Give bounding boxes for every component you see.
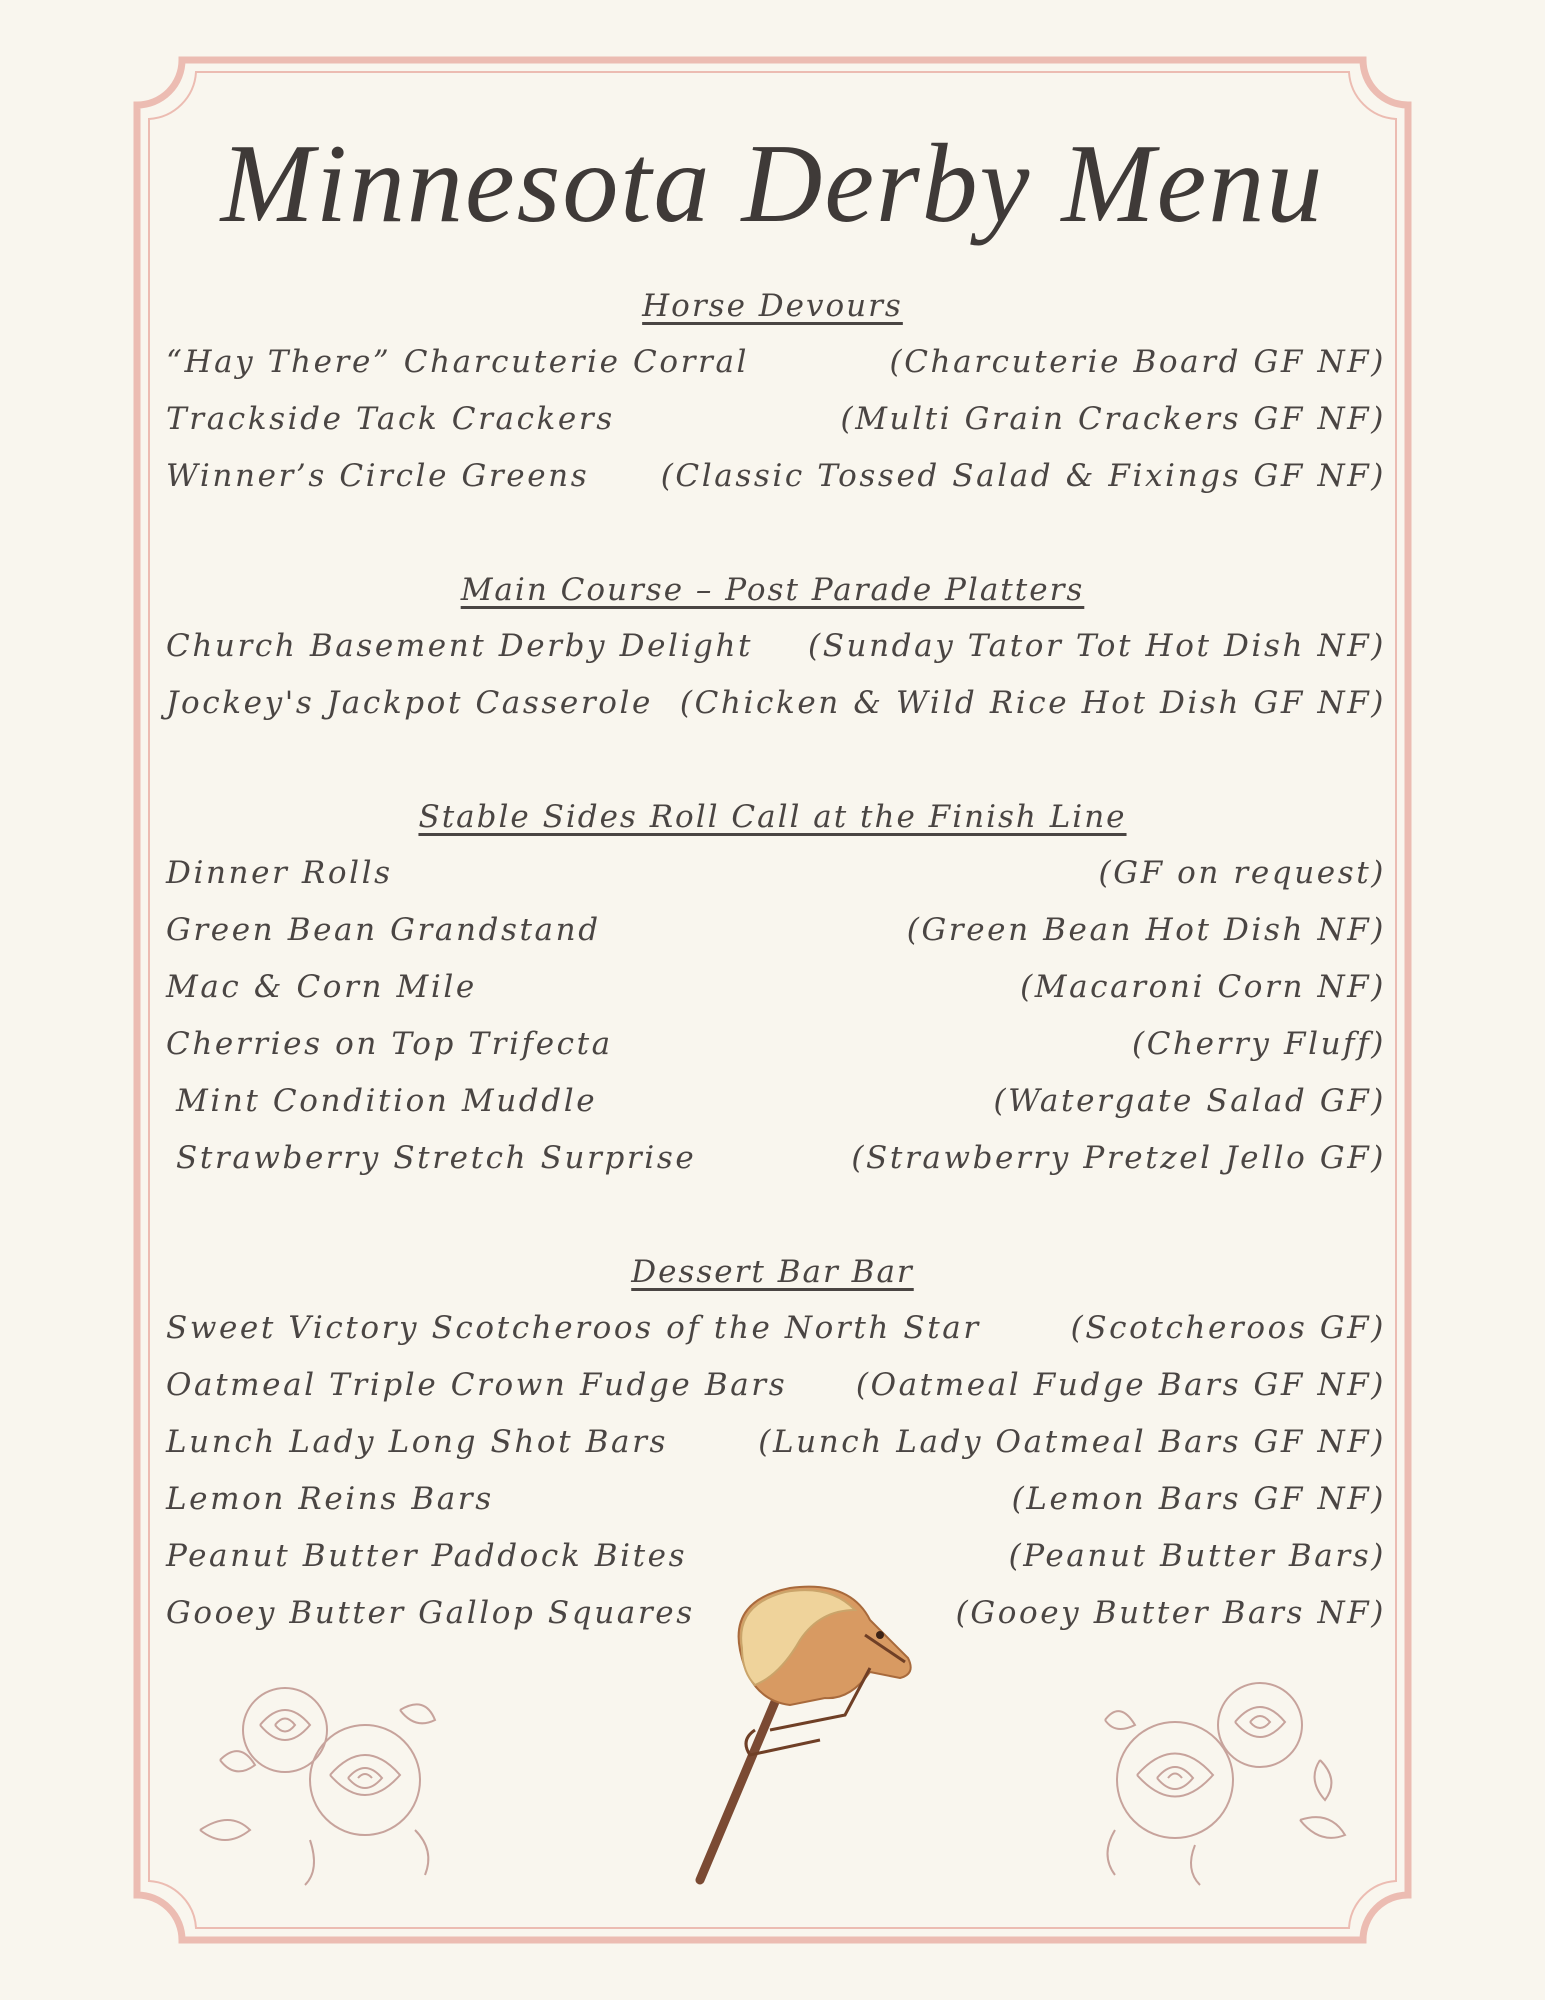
section-heading-dessert-bar: Dessert Bar Bar [631, 1254, 914, 1290]
menu-item-name: Church Basement Derby Delight [166, 628, 754, 664]
menu-item [166, 1026, 1386, 1066]
menu-item-name: Sweet Victory Scotcheroos of the North Star [166, 1310, 981, 1346]
menu-item-name: Green Bean Grandstand [166, 912, 601, 948]
menu-item-description: (Chicken & Wild Rice Hot Dish GF NF) [679, 685, 1386, 721]
menu-item-description: (Scotcheroos GF) [1070, 1310, 1386, 1346]
section-heading-horse-devours: Horse Devours [642, 288, 903, 324]
menu-item-description: (GF on request) [1098, 855, 1386, 891]
menu-item [166, 685, 1386, 725]
menu-item-name: Mac & Corn Mile [166, 969, 477, 1005]
menu-item-name: Oatmeal Triple Crown Fudge Bars [166, 1367, 788, 1403]
menu-item [166, 344, 1386, 384]
page-title: Minnesota Derby Menu [220, 122, 1325, 246]
menu-item-name: Lemon Reins Bars [166, 1481, 494, 1517]
menu-item-description: (Cherry Fluff) [1132, 1026, 1386, 1062]
menu-item [166, 1310, 1386, 1350]
menu-item [166, 1481, 1386, 1521]
menu-item [166, 628, 1386, 668]
menu-item-name: Mint Condition Muddle [176, 1083, 598, 1119]
section-heading-stable-sides: Stable Sides Roll Call at the Finish Line [418, 799, 1127, 835]
menu-item-name: Lunch Lady Long Shot Bars [166, 1424, 669, 1460]
menu-item-description: (Macaroni Corn NF) [1020, 969, 1386, 1005]
menu-item-name: Winner’s Circle Greens [166, 458, 590, 494]
menu-item-name: Strawberry Stretch Surprise [176, 1140, 697, 1176]
menu-item-description: (Classic Tossed Salad & Fixings GF NF) [660, 458, 1386, 494]
menu-item-name: Gooey Butter Gallop Squares [166, 1595, 695, 1631]
rose-icon [1075, 1670, 1355, 1890]
menu-item-description: (Oatmeal Fudge Bars GF NF) [855, 1367, 1386, 1403]
menu-item-description: (Multi Grain Crackers GF NF) [840, 401, 1386, 437]
rose-icon [190, 1670, 470, 1890]
menu-item [166, 1424, 1386, 1464]
menu-item [166, 401, 1386, 441]
menu-item-description: (Lemon Bars GF NF) [1011, 1481, 1386, 1517]
menu-item-description: (Sunday Tator Tot Hot Dish NF) [808, 628, 1386, 664]
menu-item [166, 1367, 1386, 1407]
section-heading-main-course: Main Course – Post Parade Platters [460, 572, 1085, 608]
menu-item-description: (Watergate Salad GF) [993, 1083, 1386, 1119]
menu-item-name: Jockey's Jackpot Casserole [166, 685, 653, 721]
hobby-horse-icon [680, 1580, 930, 1890]
menu-item [166, 1538, 1386, 1578]
menu-item-description: (Strawberry Pretzel Jello GF) [851, 1140, 1386, 1176]
menu-item [166, 855, 1386, 895]
menu-item-name: Cherries on Top Trifecta [166, 1026, 613, 1062]
menu-item-name: Dinner Rolls [166, 855, 393, 891]
menu-item-description: (Charcuterie Board GF NF) [889, 344, 1386, 380]
menu-item-description: (Green Bean Hot Dish NF) [906, 912, 1386, 948]
menu-item-name: Peanut Butter Paddock Bites [166, 1538, 688, 1574]
menu-item [166, 458, 1386, 498]
menu-item [166, 1140, 1386, 1180]
menu-item-description: (Peanut Butter Bars) [1008, 1538, 1386, 1574]
menu-item-name: Trackside Tack Crackers [166, 401, 615, 437]
menu-item [166, 1083, 1386, 1123]
menu-item [166, 912, 1386, 952]
menu-item [166, 969, 1386, 1009]
menu-item-description: (Lunch Lady Oatmeal Bars GF NF) [758, 1424, 1386, 1460]
menu-item-description: (Gooey Butter Bars NF) [955, 1595, 1386, 1631]
menu-item-name: “Hay There” Charcuterie Corral [166, 344, 750, 380]
